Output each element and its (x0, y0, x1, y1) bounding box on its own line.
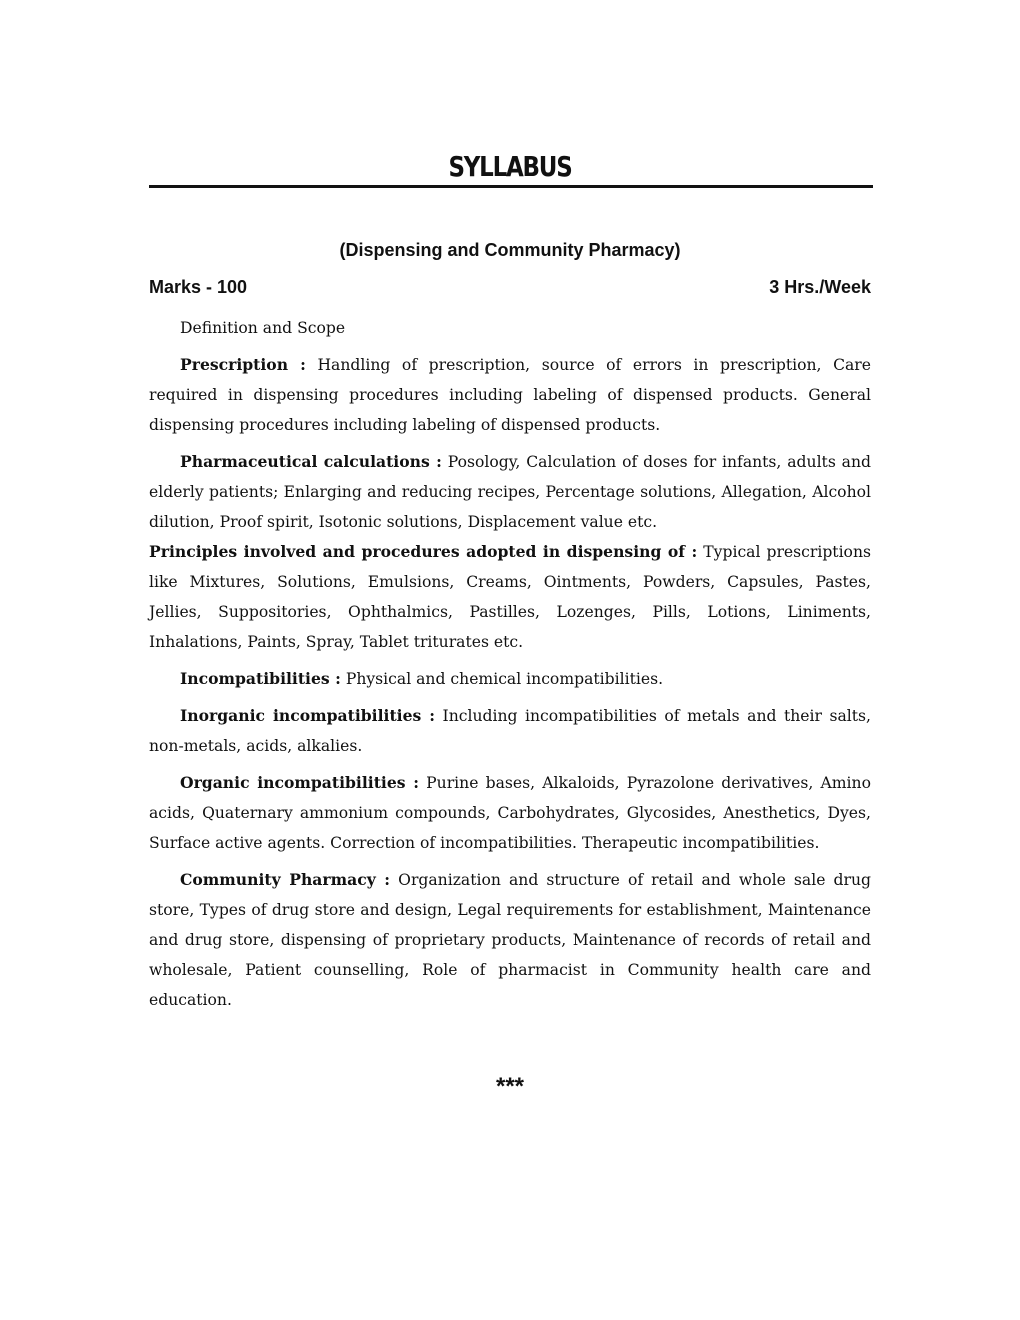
incompatibilities-text: Physical and chemical incompatibilities. (345, 670, 664, 688)
principles-paragraph (149, 537, 871, 657)
syllabus-body (149, 313, 871, 1022)
organic-text: Purine bases, Alkaloids, Pyrazolone derivatives, Amino acids, Quaternary ammonium compounds, Carbohydrates, Glycosides, Anesthetics, Dyes, Surface active agents. Correction of incompatibilities. Therapeutic incompatibilities. (149, 774, 871, 852)
inorganic-text: Including incompatibilities of metals and their salts, non-metals, acids, alkalies. (149, 707, 871, 755)
principles-heading: Principles involved and procedures adopted in dispensing of : (149, 542, 698, 561)
course-meta (149, 277, 871, 298)
inorganic-heading: Inorganic incompatibilities : (180, 706, 436, 725)
principles-text: Typical prescriptions like Mixtures, Solutions, Emulsions, Creams, Ointments, Powders, Capsules, Pastes, Jellies, Suppositories, Ophthalmics, Pastilles, Lozenges, Pills, Lotions, Liniments, Inhalations, Paints, Spray, Tablet triturates etc. (149, 543, 871, 651)
intro-text: Definition and Scope (180, 319, 346, 337)
community-heading: Community Pharmacy : (180, 870, 391, 889)
page-title: SYLLABUS (448, 150, 572, 183)
calculations-text: Posology, Calculation of doses for infants, adults and elderly patients; Enlarging and reducing recipes, Percentage solutions, Allegation, Alcohol dilution, Proof spirit, Isotonic solutions, Displacement value etc. (149, 453, 871, 531)
inorganic-paragraph (149, 701, 871, 761)
organic-paragraph (149, 768, 871, 858)
incompatibilities-paragraph (149, 664, 871, 694)
community-paragraph (149, 865, 871, 1015)
prescription-paragraph (149, 350, 871, 440)
prescription-heading: Prescription : (180, 355, 306, 374)
intro-paragraph (149, 313, 871, 343)
course-subtitle: (Dispensing and Community Pharmacy) (339, 240, 681, 260)
community-text: Organization and structure of retail and whole sale drug store, Types of drug store and design, Legal requirements for establishment, Maintenance and drug store, dispensing of proprietary products, Maintenance of records of retail and wholesale, Patient counselling, Role of pharmacist in Community health care and education. (149, 871, 871, 1009)
calculations-heading: Pharmaceutical calculations : (180, 452, 442, 471)
title-underline (149, 185, 873, 188)
hours-label: 3 Hrs./Week (769, 277, 871, 297)
marks-label: Marks - 100 (149, 277, 248, 297)
end-mark: *** (495, 1073, 525, 1100)
incompatibilities-heading: Incompatibilities : (180, 669, 341, 688)
calculations-paragraph (149, 447, 871, 537)
prescription-text: Handling of prescription, source of errors in prescription, Care required in dispensing procedures including labeling of dispensed products. General dispensing procedures including labeling of dispensed products. (149, 356, 871, 434)
organic-heading: Organic incompatibilities : (180, 773, 419, 792)
